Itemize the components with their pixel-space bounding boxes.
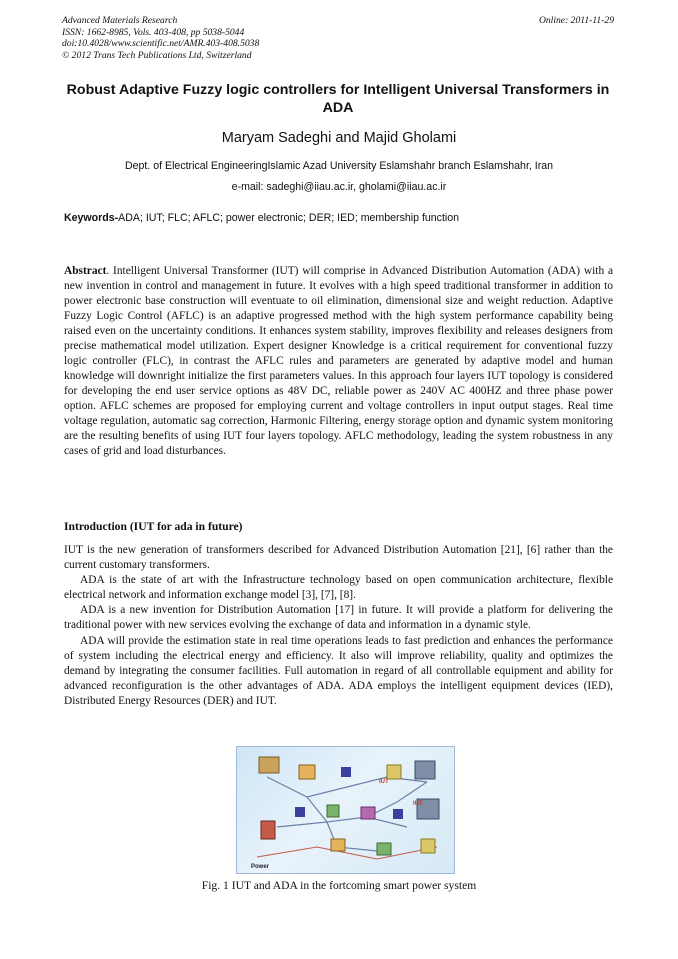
figure-caption: Fig. 1 IUT and ADA in the fortcoming smart power system [201, 879, 477, 892]
intro-paragraph: IUT is the new generation of transformers described for Advanced Distribution Automation [21], [6] rather than the current customary transformers. [64, 544, 613, 572]
journal-name: Advanced Materials Research [62, 15, 178, 26]
paper-authors: Maryam Sadeghi and Majid Gholami [221, 130, 457, 146]
home-node [421, 839, 435, 853]
der-node [361, 807, 375, 819]
keywords [64, 212, 624, 224]
affiliation: Dept. of Electrical EngineeringIslamic Azad University Eslamshahr branch Eslamshahr, Iran [124, 160, 554, 172]
introduction-body [64, 543, 613, 709]
home-node [331, 839, 345, 851]
tower-node [261, 821, 275, 839]
intro-paragraph: ADA is the state of art with the Infrastructure technology based on open communication architecture, flexible electrical network and information exchange model [3], [7], [8]. [64, 574, 613, 602]
smart-grid-diagram [237, 747, 454, 873]
iut-label: IUT [413, 801, 423, 807]
power-plant-node [259, 757, 279, 773]
email: e-mail: sadeghi@iiau.ac.ir, gholami@iiau.ac.ir [231, 181, 447, 193]
issn-line: ISSN: 1662-8985, Vols. 403-408, pp 5038-5044 [62, 26, 245, 38]
iut-device-node [393, 809, 403, 819]
online-date: Online: 2011-11-29 [538, 15, 614, 26]
doi-line: doi:10.4028/www.scientific.net/AMR.403-408.5038 [62, 38, 260, 50]
iut-device-node [341, 767, 351, 777]
substation-node [415, 761, 435, 779]
storage-node [387, 765, 401, 779]
home-node [377, 843, 391, 855]
building-node [299, 765, 315, 779]
copyright-line: © 2012 Trans Tech Publications Ltd, Switzerland [62, 49, 252, 61]
introduction-heading: Introduction (IUT for ada in future) [64, 520, 243, 533]
intro-paragraph: ADA is a new invention for Distribution Automation [17] in future. It will provide a platform for delivering the traditional power with new services evolving the exchange of data and information in a dynamic style. [64, 604, 613, 632]
paper-title: Robust Adaptive Fuzzy logic controllers for Intelligent Universal Transformers in ADA [66, 82, 610, 116]
power-label: Power [251, 864, 270, 870]
keywords-label: Keywords- [64, 212, 119, 224]
abstract-text: . Intelligent Universal Transformer (IUT) will comprise in Advanced Distribution Automation (ADA) with a new invention in control and management in future. It evolves with a high speed traditional transformer in addition to power electronic base construction will eventuate to oil elimination, dimensional size and weight reduction. Adaptive Fuzzy Logic Control (AFLC) is an adaptive progressed method with the high system performance capability being raised even on the uncertainty conditions. It enhances system stability, improves flexibility and releases designers from precise mathematical model utilization. Expert designer Knowledge is a critical requirement for conventional fuzzy logic controller (FLC), in contrast the AFLC rules and parameters are generated by adaptive model and human knowledge will downright initialize the first parameters values. In this approach four layers IUT topology is considered for developing the end user service options as 48V DC, reliable power as 240V AC 400HZ and three phase power option. AFLC schemes are proposed for employing current and voltage controllers in input output stages. Real time voltage regulation, automatic sag correction, Harmonic Filtering, energy storage option and dynamic system monitoring are the resulting benefits of using IUT four layers topology. AFLC methodology, leading the system robustness in any cases of grid and load disturbances. [64, 265, 613, 457]
keywords-text: ADA; IUT; FLC; AFLC; power electronic; DER; IED; membership function [118, 212, 460, 224]
affiliation-block [0, 156, 678, 198]
abstract [64, 264, 613, 459]
load-node [327, 805, 339, 817]
smart-grid-figure [236, 746, 455, 874]
iut-device-node [295, 807, 305, 817]
abstract-label: Abstract [64, 265, 107, 277]
intro-paragraph: ADA will provide the estimation state in real time operations leads to fast prediction and enhances the performance of system including the electrical energy and efficiency. It also will improve reliability, quality and optimizes the demand by integrating the consumer facilities. Full automation in regard of all controllable equipment and ability for advanced reconfiguration is the other advantages of ADA. ADA employs the intelligent equipment devices (IED), Distributed Energy Resources (DER) and IUT. [64, 634, 613, 707]
journal-header [62, 15, 259, 61]
iut-label: IUT [379, 779, 389, 785]
